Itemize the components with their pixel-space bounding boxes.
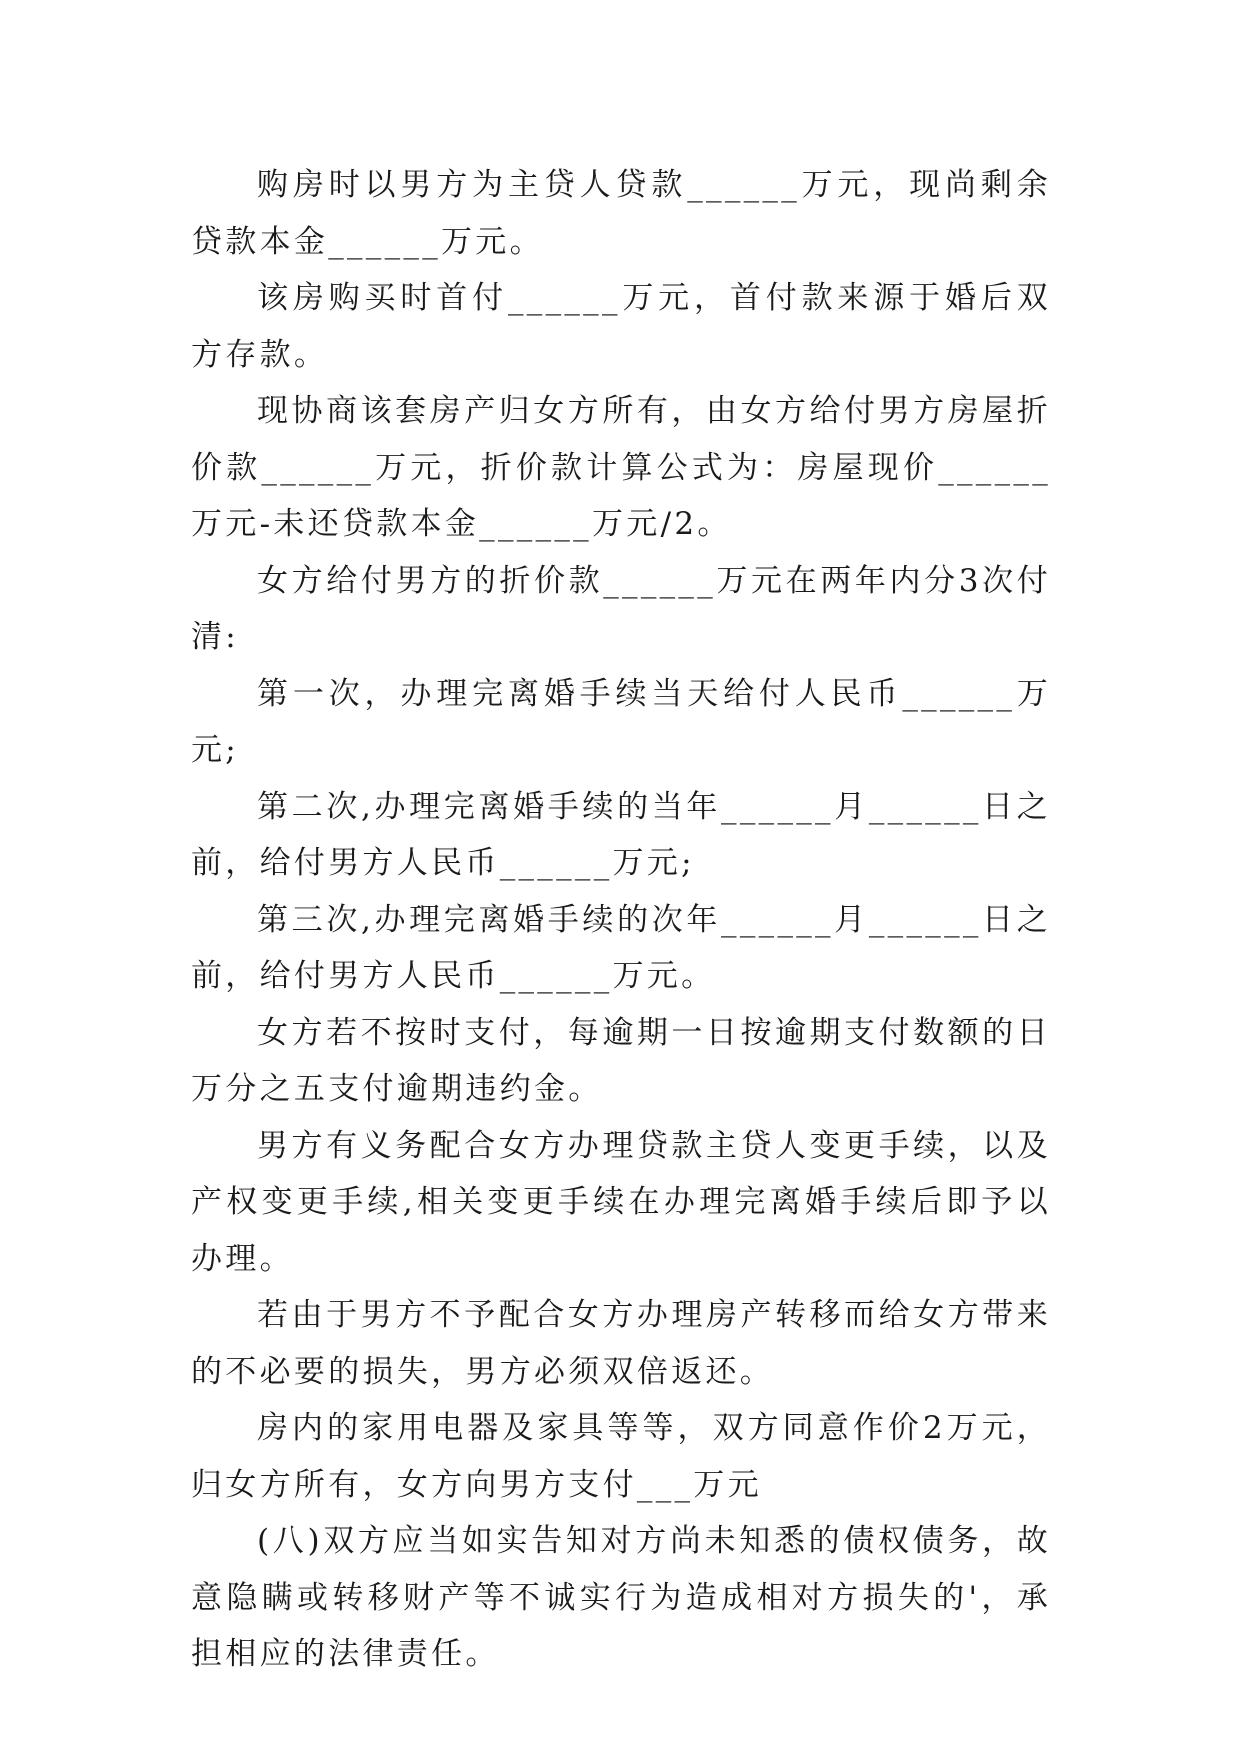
paragraph-debts: (八)双方应当如实告知对方尚未知悉的债权债务，故意隐瞒或转移财产等不诚实行为造成相对方损失的'，承担相应的法律责任。	[191, 1523, 1051, 1672]
paragraph-loan: 购房时以男方为主贷人贷款______万元，现尚剩余贷款本金______万元。	[191, 167, 1051, 260]
paragraph-cooperation: 男方有义务配合女方办理贷款主贷人变更手续，以及产权变更手续,相关变更手续在办理完离婚手续后即予以办理。	[191, 1127, 1051, 1277]
paragraph-compensation: 若由于男方不予配合女方办理房产转移而给女方带来的不必要的损失，男方必须双倍返还。	[191, 1297, 1051, 1390]
paragraph-payment-plan: 女方给付男方的折价款______万元在两年内分3次付清:	[191, 562, 1051, 655]
document-body	[191, 157, 1051, 1683]
paragraph-down-payment: 该房购买时首付______万元，首付款来源于婚后双方存款。	[191, 280, 1051, 373]
paragraph-appliances: 房内的家用电器及家具等等，双方同意作价2万元，归女方所有，女方向男方支付___万元	[191, 1410, 1051, 1503]
paragraph-late-penalty: 女方若不按时支付，每逾期一日按逾期支付数额的日万分之五支付逾期违约金。	[191, 1014, 1051, 1107]
paragraph-second-payment: 第二次,办理完离婚手续的当年______月______日之前，给付男方人民币______万元;	[191, 788, 1051, 881]
paragraph-third-payment: 第三次,办理完离婚手续的次年______月______日之前，给付男方人民币______万元。	[191, 901, 1051, 994]
paragraph-first-payment: 第一次，办理完离婚手续当天给付人民币______万元;	[191, 675, 1051, 768]
paragraph-ownership: 现协商该套房产归女方所有，由女方给付男方房屋折价款______万元，折价款计算公式为：房屋现价______万元-未还贷款本金______万元/2。	[191, 393, 1051, 542]
